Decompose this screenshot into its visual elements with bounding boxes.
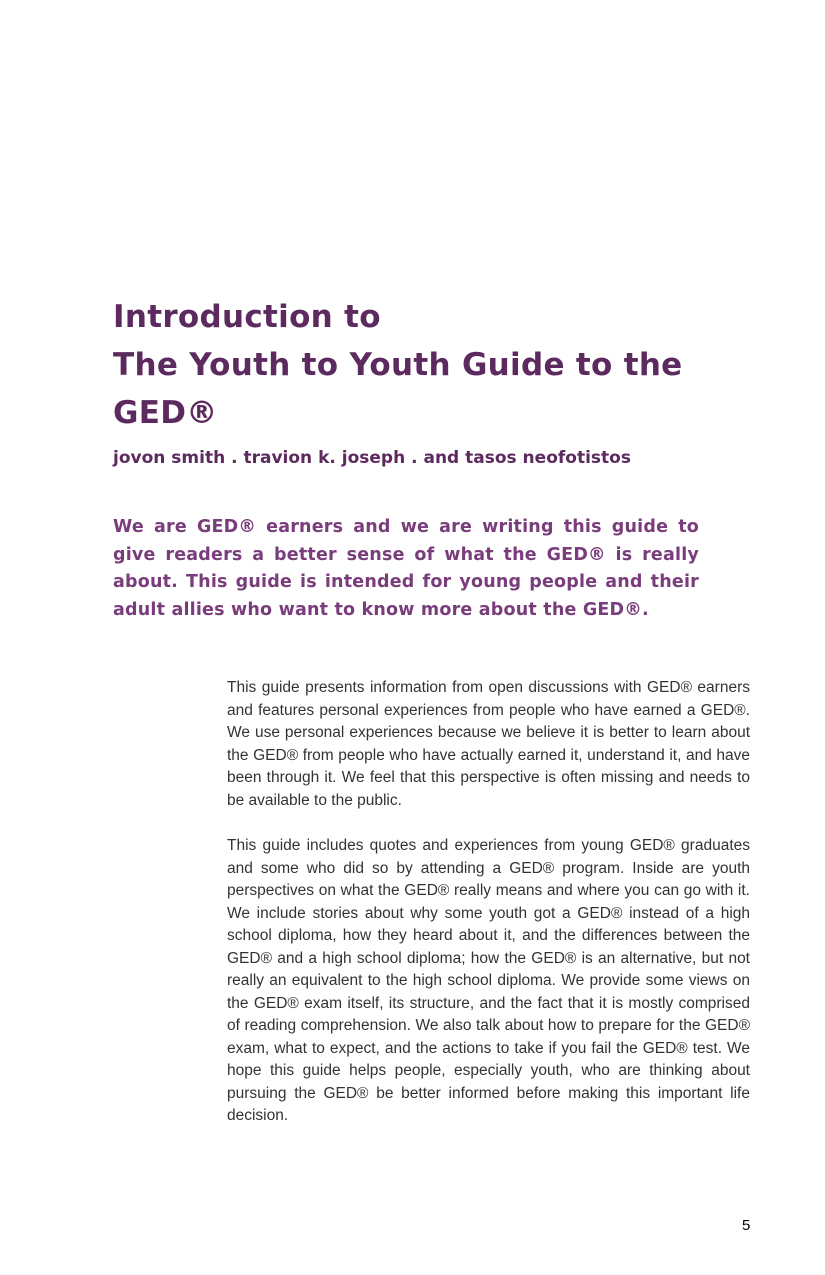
page-number: 5 [742,1217,751,1234]
body-paragraph-2: This guide includes quotes and experiences from young GED® graduates and some who did so by attending a GED® program. Inside are youth perspectives on what the GED® really means and where you can go with it. We include stories about why some youth got a GED® instead of a high school diploma, how they heard about it, and the differences between the GED® and a high school diploma; how the GED® is an alternative, but not really an equivalent to the high school diploma. We provide some views on the GED® exam itself, its structure, and the fact that it is mostly comprised of reading comprehension. We also talk about how to prepare for the GED® exam, what to expect, and the actions to take if you fail the GED® test. We hope this guide helps people, especially youth, who are thinking about pursuing the GED® be better informed before making this important life decision. [227,837,750,1124]
body-paragraph-1: This guide presents information from open discussions with GED® earners and features personal experiences from people who have earned a GED®. We use personal experiences because we believe it is better to learn about the GED® from people who have actually earned it, understand it, and have been through it. We feel that this perspective is often missing and needs to be available to the public. [227,679,750,809]
title-line-2: The Youth to Youth Guide to the [113,347,683,383]
page-title [113,293,753,437]
title-line-3: GED® [113,395,218,431]
title-line-1: Introduction to [113,299,381,335]
author-byline: jovon smith . travion k. joseph . and tasos neofotistos [113,448,631,468]
intro-statement: We are GED® earners and we are writing this guide to give readers a better sense of what the GED® is really about. This guide is intended for young people and their adult allies who want to know more about the GED®. [113,517,699,620]
